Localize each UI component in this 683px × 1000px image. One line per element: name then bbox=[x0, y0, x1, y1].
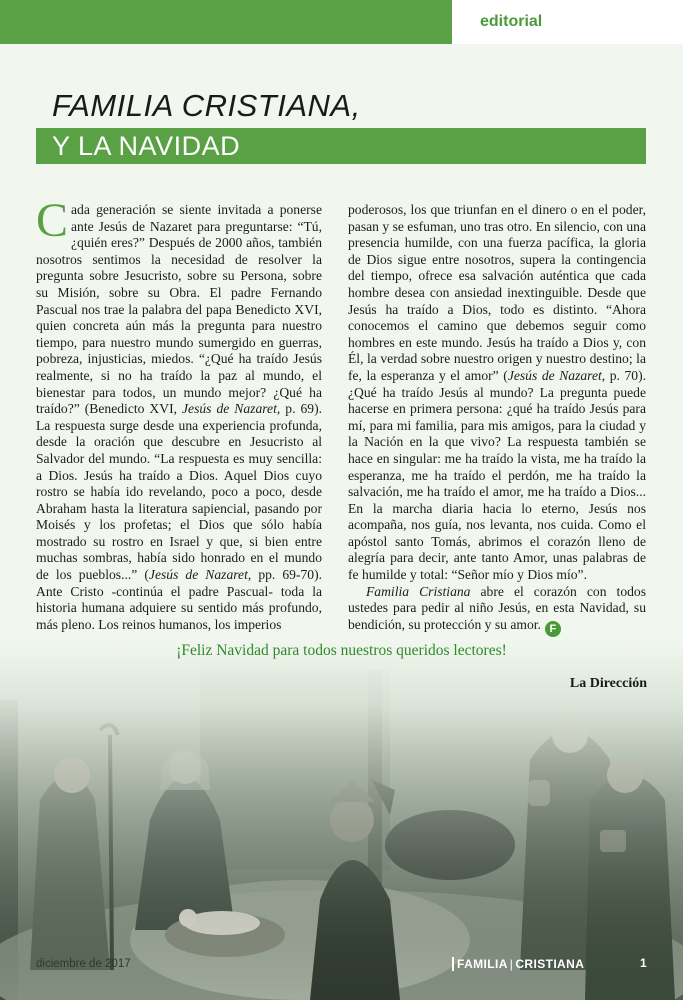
paragraph-text: , p. 70). ¿Qué ha traído Jesús al mundo? La pregunta puede hacerse en primera persona: ¿qué ha traído Jesús para mí, para mi familia, para mis amigos, para la ciudad y la Nación en la que vivo? La respuesta también se hace en singular: me ha traído la vista, me ha traído la esperanza, me ha traído el perdón, me ha traído la salvación, me ha traído el amor, me ha traído a Dios... En la marcha diaria hacia lo eterno, Jesús nos acompaña, nos guía, nos levanta, nos cuida. Como el apóstol santo Tomás, abrimos el corazón lleno de alegría para decir, ante tanto Amor, unas palabras de fe humilde y total: “Señor mío y Dios mío”. bbox=[348, 367, 646, 583]
article-title-line1: FAMILIA CRISTIANA, bbox=[52, 88, 361, 123]
citation: Jesús de Nazaret bbox=[507, 367, 602, 383]
title-band bbox=[36, 128, 646, 164]
brand-word: FAMILIA bbox=[457, 957, 508, 971]
article-paragraph bbox=[348, 202, 646, 584]
paragraph-text: poderosos, los que triunfan en el dinero o en el poder, pasan y se esfuman, uno tras otro. En silencio, con una presencia humilde, con una fuerza pacífica, la gloria de Dios sigue entre nosotros, supera la contingencia del tiempo, ofrece esa salvación auténtica que cada hombre desea con ansiedad inextinguible. Desde que Jesús ha traído a Dios, todo es distinto. “Ahora conocemos el camino que debemos seguir como hombres en este mundo. Jesús ha traído a Dios y, con Él, la verdad sobre nuestro origen y nuestro destino; la fe, la esperanza y el amor” ( bbox=[348, 202, 646, 383]
issue-date: diciembre de 2017 bbox=[36, 958, 131, 970]
article-column-left bbox=[36, 194, 323, 633]
article-title-line2: Y LA NAVIDAD bbox=[52, 131, 241, 161]
magazine-name: Familia Cristiana bbox=[366, 583, 471, 599]
citation: Jesús de Nazaret bbox=[148, 567, 248, 583]
christmas-greeting: ¡Feliz Navidad para todos nuestros queridos lectores! bbox=[176, 642, 507, 659]
page-number: 1 bbox=[640, 956, 647, 970]
article-closing-paragraph bbox=[348, 584, 646, 637]
end-mark-icon: F bbox=[545, 621, 561, 637]
paragraph-text: , pp. 69-70). Ante Cristo -continúa el padre Pascual- toda la historia humana adquiere su sentido más profundo, más pleno. Los reinos humanos, los imperios bbox=[36, 567, 323, 632]
brand-separator: | bbox=[509, 957, 514, 971]
article-column-right bbox=[348, 202, 646, 637]
top-green-bar bbox=[0, 0, 452, 44]
paragraph-text: abre el corazón con todos ustedes para pedir al niño Jesús, en esta Navidad, su bendición, su protección y su amor. bbox=[348, 583, 647, 632]
nativity-illustration bbox=[0, 640, 683, 1000]
brand-word: CRISTIANA bbox=[515, 957, 585, 971]
paragraph-text: ada generación se siente invitada a ponerse ante Jesús de Nazaret para preguntarse: “Tú, ¿quién eres?” Después de 2000 años, también nosotros sentimos la necesidad de resolver la pregunta sobre Jesucristo, sobre su Persona, sobre su Misión, sobre su Obra. El padre Fernando Pascual nos trae la palabra del papa Benedicto XVI, quien concreta aún más la pregunta para nuestro tiempo, para nuestro mundo sumergido en guerras, pobreza, injusticias, miedos. “¿Qué ha traído Jesús realmente, si no ha traído la paz al mundo, el bienestar para todos, un mundo mejor? ¿Qué ha traído?” (Benedicto XVI, bbox=[36, 202, 322, 417]
signature: La Dirección bbox=[569, 676, 647, 691]
section-label: editorial bbox=[480, 13, 543, 30]
nativity-scene-photo bbox=[0, 640, 683, 1000]
paragraph-text: , p. 69). La respuesta surge desde una experiencia profunda, desde la oración que descubre en Jesucristo al Salvador del mundo. “La respuesta es muy sencilla: a Dios. Jesús ha traído a Dios. Aquel Dios cuyo rostro se había ido revelando, poco a poco, desde Abraham hasta la literatura sapiencial, pasando por Moisés y los profetas; el Dios que sólo había mostrado su rostro en Israel y que, si bien entre muchas sombras, había sido honrado en el mundo de los pueblos...” ( bbox=[36, 401, 322, 583]
article-paragraph bbox=[36, 194, 323, 633]
citation: Jesús de Nazaret bbox=[182, 401, 277, 417]
drop-cap: C bbox=[36, 194, 69, 247]
magazine-brand bbox=[452, 957, 584, 971]
